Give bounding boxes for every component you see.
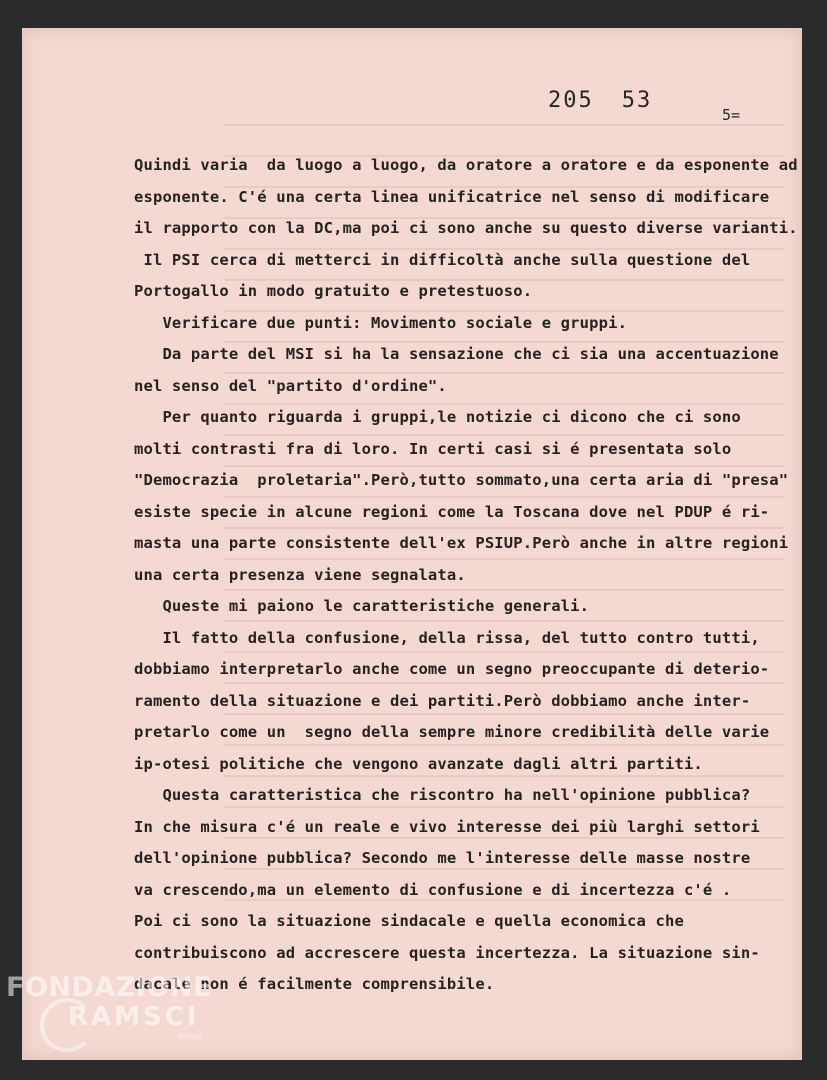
text-line: Queste mi paiono le caratteristiche generali. (134, 597, 590, 615)
text-line: Il fatto della confusione, della rissa, del tutto contro tutti, (134, 628, 760, 647)
text-line: contribuiscono ad accrescere questa incertezza. La situazione sin- (134, 943, 760, 962)
text-line: Questa caratteristica che riscontro ha nell'opinione pubblica? (134, 786, 751, 804)
watermark-logo (0, 972, 210, 1050)
text-line: Quindi varia da luogo a luogo, da oratore a oratore e da esponente ad (134, 156, 798, 174)
text-line: Il PSI cerca di metterci in difficoltà anche sulla questione del (134, 250, 751, 269)
text-line: Per quanto riguarda i gruppi,le notizie ci dicono che ci sono (134, 408, 741, 426)
text-line: Verificare due punti: Movimento sociale e gruppi. (134, 313, 628, 332)
text-line: dobbiamo interpretarlo anche come un segno preoccupante di deterio- (134, 660, 770, 678)
watermark-line-2: RAMSCI (68, 1002, 200, 1032)
watermark-line-1: FONDAZIONE (6, 972, 212, 1003)
page-number-secondary: 53 (621, 88, 653, 113)
text-line: esiste specie in alcune regioni come la Toscana dove nel PDUP é ri- (134, 502, 770, 521)
body-text (134, 150, 814, 1001)
text-line: una certa presenza viene segnalata. (134, 565, 466, 584)
text-line: pretarlo come un segno della sempre minore credibilità delle varie (134, 723, 770, 741)
document-page (22, 28, 802, 1060)
text-line: Da parte del MSI si ha la sensazione che ci sia una accentuazione (134, 345, 779, 363)
watermark-line-3: onlus (178, 1032, 203, 1042)
text-line: "Democrazia proletaria".Però,tutto sommato,una certa aria di "presa" (134, 471, 789, 489)
text-line: Poi ci sono la situazione sindacale e quella economica che (134, 912, 684, 930)
text-line: dell'opinione pubblica? Secondo me l'interesse delle masse nostre (134, 849, 751, 867)
text-line: ip-otesi politiche che vengono avanzate dagli altri partiti. (134, 754, 703, 773)
text-line: va crescendo,ma un elemento di confusione e di incertezza c'é . (134, 880, 732, 899)
text-line: masta una parte consistente dell'ex PSIUP.Però anche in altre regioni (134, 534, 789, 552)
page-number-primary: 205 (548, 88, 594, 113)
text-line: In che misura c'é un reale e vivo interesse dei più larghi settori (134, 817, 760, 836)
corner-mark: 5= (722, 106, 741, 124)
text-line: molti contrasti fra di loro. In certi casi si é presentata solo (134, 439, 732, 458)
text-line: esponente. C'é una certa linea unificatrice nel senso di modificare (134, 187, 770, 206)
text-line: dacale non é facilmente comprensibile. (134, 975, 495, 993)
text-line: il rapporto con la DC,ma poi ci sono anche su questo diverse varianti. (134, 219, 798, 237)
text-line: nel senso del "partito d'ordine". (134, 376, 447, 395)
page-number (548, 88, 680, 113)
text-line: ramento della situazione e dei partiti.Però dobbiamo anche inter- (134, 691, 751, 710)
text-line: Portogallo in modo gratuito e pretestuoso. (134, 282, 533, 300)
